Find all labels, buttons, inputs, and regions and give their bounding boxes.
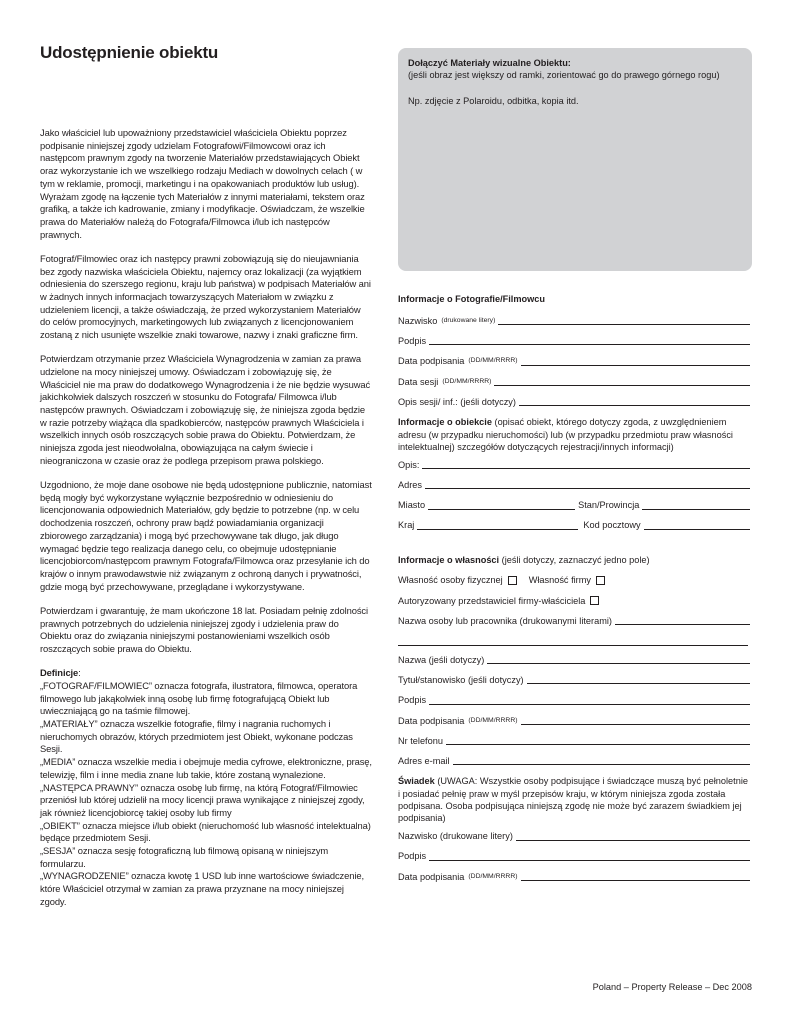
owner-job-title-line[interactable] (527, 682, 750, 684)
owner-email-field[interactable]: Adres e-mail (398, 755, 750, 767)
session-description-line[interactable] (519, 404, 750, 406)
definition-item: „FOTOGRAF/FILMOWIEC” oznacza fotografa, ilustratora, filmowca, operatora filmowego lub jakąkolwiek inną osobę lub firmę fotografującą Obiekt lub uwieczniającą go na taśmie filmowej. (40, 679, 358, 717)
ownership-individual-checkbox[interactable] (508, 576, 517, 585)
ownership-options-row (398, 574, 750, 586)
postal-code-line[interactable] (644, 528, 750, 530)
witness-sign-date-field[interactable]: Data podpisania (DD/MM/RRRR) (398, 871, 750, 883)
object-section-title: Informacje o obiekcie (398, 417, 492, 428)
object-section-description: (opisać obiekt, którego dotyczy zgoda, z uwzględnieniem adresu (w przypadku nieruchomości) lub (w przypadku przedmiotu praw własności intelektualnej) szczegółów dotyczących rejestracji/innych informacji) (398, 417, 733, 452)
footer-label: Poland – Property Release – Dec 2008 (592, 982, 752, 992)
photographer-signature-line[interactable] (429, 343, 750, 345)
definition-item: „NASTĘPCA PRAWNY” oznacza osobę lub firmę, na którą Fotograf/Filmowiec przeniósł lub której udzielił na mocy licencji prawa wynikające z niniejszej zgody, jak również licencjobiorcę takiej osoby lub firmy (40, 781, 365, 818)
definition-item: „OBIEKT” oznacza miejsce i/lub obiekt (nieruchomość lub własność intelektualna) będące przedmiotem Sesji. (40, 819, 371, 844)
owner-person-name-field[interactable]: Nazwa osoby lub pracownika (drukowanymi literami) (398, 615, 750, 627)
photographer-sign-date-field[interactable]: Data podpisania (DD/MM/RRRR) (398, 356, 750, 368)
owner-phone-field[interactable]: Nr telefonu (398, 735, 750, 747)
owner-phone-line[interactable] (446, 743, 750, 745)
photo-box-heading: Dołączyć Materiały wizualne Obiektu: (408, 58, 571, 68)
object-country-postal-field[interactable]: Kraj Kod pocztowy (398, 520, 750, 532)
photo-attachment-box[interactable] (398, 48, 752, 271)
witness-signature-field[interactable]: Podpis (398, 851, 750, 863)
object-address-field[interactable]: Adres (398, 479, 750, 491)
photo-box-instruction: (jeśli obraz jest większy od ramki, zorientować go do prawego górnego rogu) (408, 70, 720, 81)
definitions-heading: Definicje (40, 667, 79, 679)
witness-name-field[interactable]: Nazwisko (drukowane litery) (398, 831, 750, 843)
photographer-name-line[interactable] (498, 323, 750, 325)
witness-section-title: Świadek (398, 776, 435, 787)
terms-paragraph-confidentiality: Fotograf/Filmowiec oraz ich następcy prawni zobowiązują się do nieujawniania bez zgody nazwiska właściciela Obiektu, najemcy oraz lokalizacji (za wyjątkiem odniesienia do szerszego regionu, kraju lub państwa) w podpisach Materiałów ani w żadnych innych informacjach towarzyszących Materiałom w związku z udzieleniem licencji, a także oświadczają, że przed wykorzystaniem Materiałów do celów promocyjnych, marketingowych lub związanych z licencjonowaniem zostaną z nich usunięte wszelkie znaki towarowe, nazwy i znaki graficzne firm. (40, 252, 371, 341)
photographer-signature-field[interactable]: Podpis (398, 335, 750, 347)
object-description-line[interactable] (422, 467, 750, 469)
definitions-section (40, 667, 372, 908)
witness-note: (UWAGA: Wszystkie osoby podpisujące i świadczące muszą być pełnoletnie i posiadać pełnię praw w myśl przepisów kraju, w którym niniejsza zgoda została podpisana. Osoba podpisująca niniejszą zgodę nie może być zarazem świadkiem jej podpisania) (398, 776, 748, 824)
country-line[interactable] (417, 528, 578, 530)
photo-box-example: Np. zdjęcie z Polaroidu, odbitka, kopia itd. (408, 95, 579, 106)
photographer-section-title: Informacje o Fotografie/Filmowcu (398, 294, 546, 304)
owner-sign-date-line[interactable] (521, 723, 751, 725)
photographer-name-field[interactable]: Nazwisko (drukowane litery) (398, 315, 750, 327)
release-terms (40, 127, 372, 909)
terms-paragraph-personal-data: Uzgodniono, że moje dane osobowe nie będą udostępnione publicznie, natomiast będą mogły być wykorzystane wyłącznie bezpośrednio w odniesieniu do licencjonowania odpowiednich Materiałów, gdy będzie to potrzebne (np. w celu dochodzenia roszczeń, ochrony praw bądź powiadamiania organizacji zbiorowego zarządzania) i mogą być przechowywane tak długo, jak długo wymagać będzie tego realizacja danego celu, co obejmuje udostępnianie licencjobiorcom/następcom prawnym Fotografa/Filmowca oraz przesyłanie ich do krajów o innym prawodawstwie niż związanym z ochroną danych i prywatności, gdzie mogą być przechowywane, przeglądane i wykorzystywane. (40, 479, 372, 592)
page-title: Udostępnienie obiektu (40, 43, 219, 62)
terms-paragraph-grant: Jako właściciel lub upoważniony przedstawiciel właściciela Obiektu poprzez podpisanie niniejszej zgody udzielam Fotografowi/Filmowcowi oraz ich następcom prawnym zgody na tworzenie Materiałów przedstawiających Obiekt oraz wykorzystanie ich we wszelkiego rodzaju Mediach w dowolnych celach ( w tym w reklamie, promocji, marketingu i na opakowaniach produktów lub usług). Wyrażam zgodę na łączenie tych Materiałów z innymi materiałami, tekstem oraz grafiką, a także ich kadrowanie, zmiany i modyfikacje. Oświadczam, że wszelkie prawa do Materiałów należą do Fotografa/Filmowca i/lub ich następców prawnych. (40, 127, 365, 240)
definitions-colon: : (78, 667, 81, 679)
witness-signature-line[interactable] (429, 859, 750, 861)
owner-signature-line[interactable] (429, 703, 750, 705)
definition-item: „MATERIAŁY” oznacza wszelkie fotografie, filmy i nagrania ruchomych i nieruchomych obrazów, których przedmiotem jest Obiekt, wykonane podczas Sesji. (40, 718, 353, 755)
ownership-individual-label: Własność osoby fizycznej (398, 575, 503, 586)
object-section-intro (398, 416, 750, 453)
release-form (398, 293, 750, 891)
session-date-line[interactable] (494, 384, 750, 386)
owner-sign-date-field[interactable]: Data podpisania (DD/MM/RRRR) (398, 715, 750, 727)
ownership-representative-label: Autoryzowany przedstawiciel firmy-właściciela (398, 595, 586, 606)
ownership-company-label: Własność firmy (528, 575, 591, 586)
city-line[interactable] (428, 508, 575, 510)
ownership-heading (398, 554, 750, 566)
witness-section-intro (398, 775, 750, 824)
terms-paragraph-age-warranty: Potwierdzam i gwarantuję, że mam ukończone 18 lat. Posiadam pełnię zdolności prawnych potrzebnych do udzielenia niniejszej zgody i udzielenia praw do Obiektu oraz do związania niniejszymi postanowieniami wszelkich osób roszczących sobie prawa do Obiektu. (40, 604, 368, 655)
witness-sign-date-line[interactable] (521, 879, 751, 881)
state-line[interactable] (642, 508, 750, 510)
owner-person-name-line[interactable] (615, 623, 750, 625)
session-description-field[interactable]: Opis sesji/ inf.: (jeśli dotyczy) (398, 396, 750, 408)
ownership-hint: (jeśli dotyczy, zaznaczyć jedno pole) (501, 554, 650, 565)
photographer-sign-date-line[interactable] (521, 364, 751, 366)
owner-email-line[interactable] (453, 763, 750, 765)
owner-signature-field[interactable]: Podpis (398, 695, 750, 707)
ownership-representative-checkbox[interactable] (590, 596, 599, 605)
definition-item: „WYNAGRODZENIE” oznacza kwotę 1 USD lub inne wartościowe świadczenie, które Właściciel otrzymał w zamian za prawa przyznane na mocy niniejszej zgody. (40, 870, 364, 907)
object-address-line[interactable] (425, 487, 750, 489)
object-description-field[interactable]: Opis: (398, 459, 750, 471)
owner-job-title-field[interactable]: Tytuł/stanowisko (jeśli dotyczy) (398, 674, 750, 686)
witness-name-line[interactable] (516, 839, 750, 841)
ownership-company-checkbox[interactable] (596, 576, 605, 585)
definition-item: „MEDIA” oznacza wszelkie media i obejmuje media cyfrowe, elektroniczne, prasę, telewizję, film i inne media znane lub takie, które zostaną wynalezione. (40, 756, 372, 780)
object-city-state-field[interactable]: Miasto Stan/Prowincja (398, 500, 750, 512)
ownership-representative-row (398, 595, 750, 607)
owner-name-line[interactable] (487, 662, 750, 664)
session-date-field[interactable]: Data sesji (DD/MM/RRRR) (398, 376, 750, 388)
owner-person-name-extra-line[interactable] (398, 635, 748, 646)
ownership-section-title: Informacje o własności (398, 554, 500, 565)
definition-item: „SESJA” oznacza sesję fotograficzną lub filmową opisaną w niniejszym formularzu. (40, 845, 329, 869)
owner-name-field[interactable]: Nazwa (jeśli dotyczy) (398, 654, 750, 666)
terms-paragraph-consideration: Potwierdzam otrzymanie przez Właściciela Wynagrodzenia w zamian za prawa udzielone na mocy niniejszej umowy. Oświadczam i zobowiązuję się, że Właściciel nie ma praw do dodatkowego Wynagrodzenia i że nie będzie wysuwać jakichkolwiek dalszych roszczeń w stosunku do Fotografa/ Filmowca i/lub następców prawnych. Oświadczam i zobowiązuję się, że niniejsza zgoda będzie w razie potrzeby wiążąca dla spadkobierców, następców prawnych Właściciela i wszelkich innych osób roszczących sobie prawa do Obiektu. Potwierdzam, że niniejsza zgoda jest nieodwołalna, obowiązująca na całym świecie i nieograniczona w czasie oraz że podlega przepisom prawa polskiego. (40, 353, 371, 466)
